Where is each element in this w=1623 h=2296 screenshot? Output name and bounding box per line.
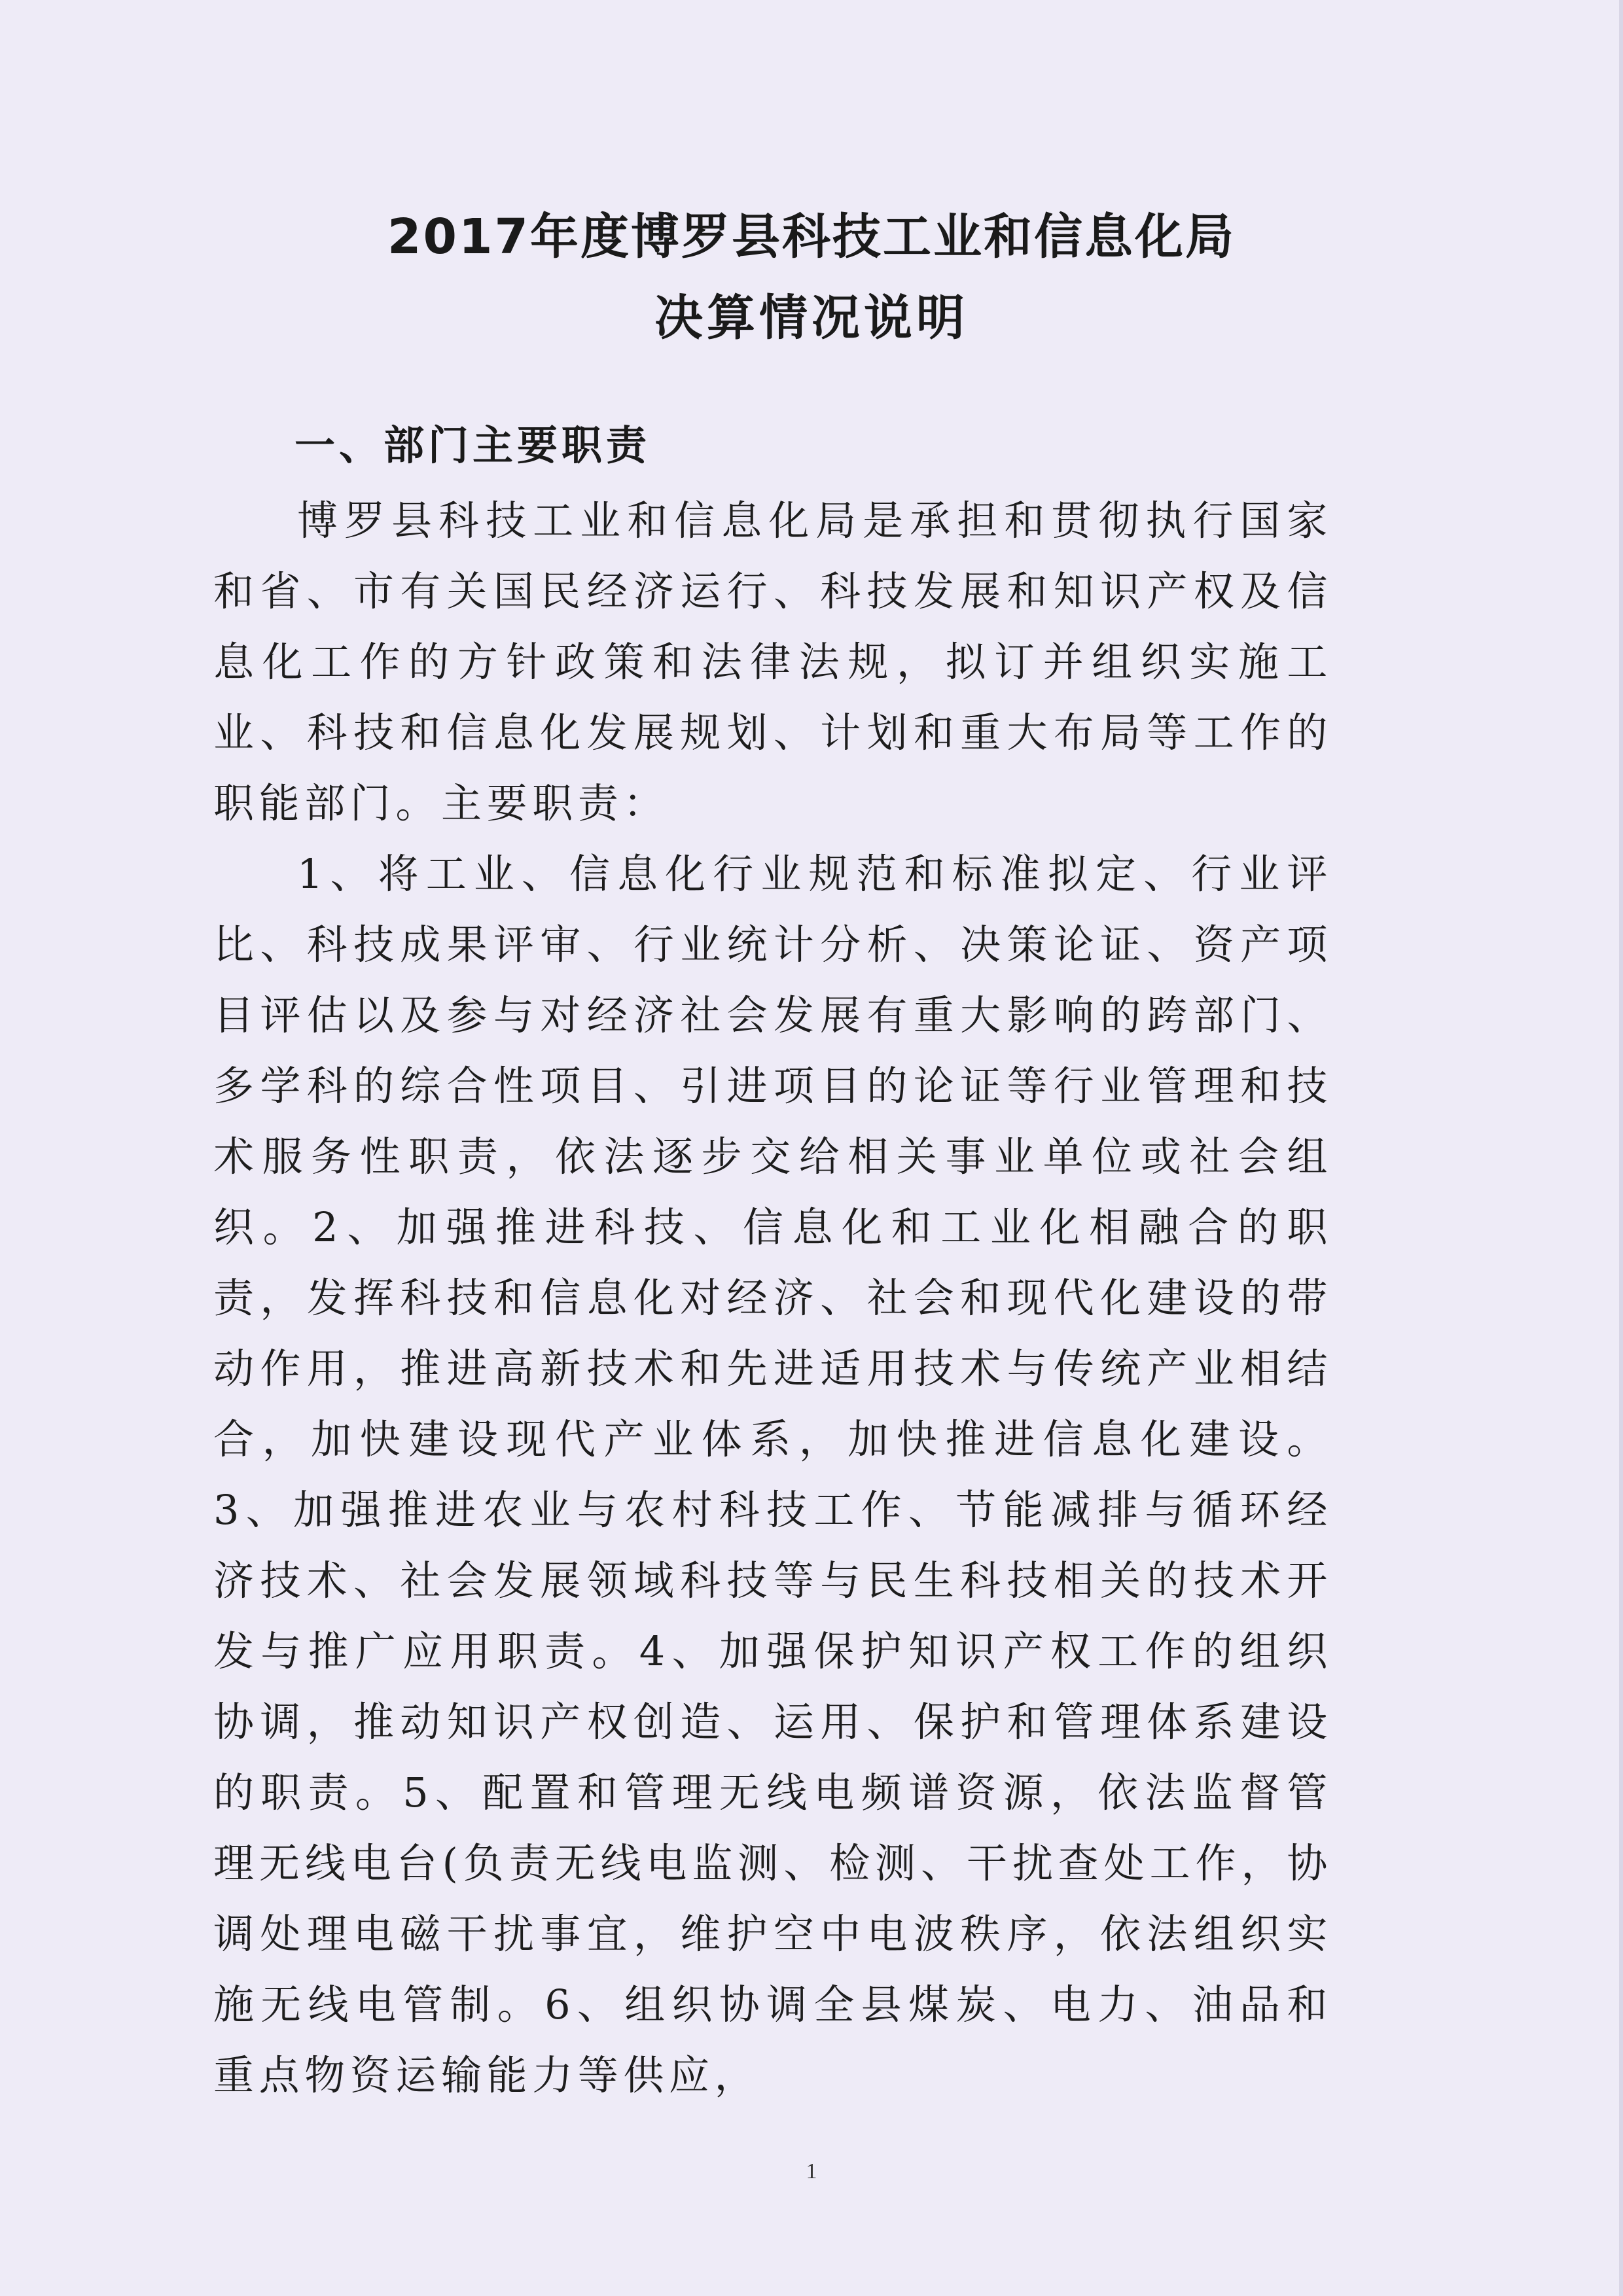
body-text — [213, 486, 1332, 2111]
page-number: 1 — [806, 2159, 817, 2183]
section-heading: 一、部门主要职责 — [294, 421, 651, 469]
title-line-2: 决算情况说明 — [654, 290, 969, 346]
title-line-1: 2017年度博罗县科技工业和信息化局 — [387, 209, 1236, 265]
document-title — [0, 196, 1623, 359]
paragraph-intro: 博罗县科技工业和信息化局是承担和贯彻执行国家和省、市有关国民经济运行、科技发展和知识产权及信息化工作的方针政策和法律法规，拟订并组织实施工业、科技和信息化发展规划、计划和重大布局等工作的职能部门。主要职责： — [213, 497, 1332, 827]
paragraph-duties: 1、将工业、信息化行业规范和标准拟定、行业评比、科技成果评审、行业统计分析、决策论证、资产项目评估以及参与对经济社会发展有重大影响的跨部门、多学科的综合性项目、引进项目的论证等行业管理和技术服务性职责，依法逐步交给相关事业单位或社会组织。2、加强推进科技、信息化和工业化相融合的职责，发挥科技和信息化对经济、社会和现代化建设的带动作用，推进高新技术和先进适用技术与传统产业相结合，加快建设现代产业体系，加快推进信息化建设。3、加强推进农业与农村科技工作、节能减排与循环经济技术、社会发展领域科技等与民生科技相关的技术开发与推广应用职责。4、加强保护知识产权工作的组织协调，推动知识产权创造、运用、保护和管理体系建设的职责。5、配置和管理无线电频谱资源，依法监督管理无线电台(负责无线电监测、检测、干扰查处工作，协调处理电磁干扰事宜，维护空中电波秩序，依法组织实施无线电管制。6、组织协调全县煤炭、电力、油品和重点物资运输能力等供应， — [213, 850, 1332, 2099]
